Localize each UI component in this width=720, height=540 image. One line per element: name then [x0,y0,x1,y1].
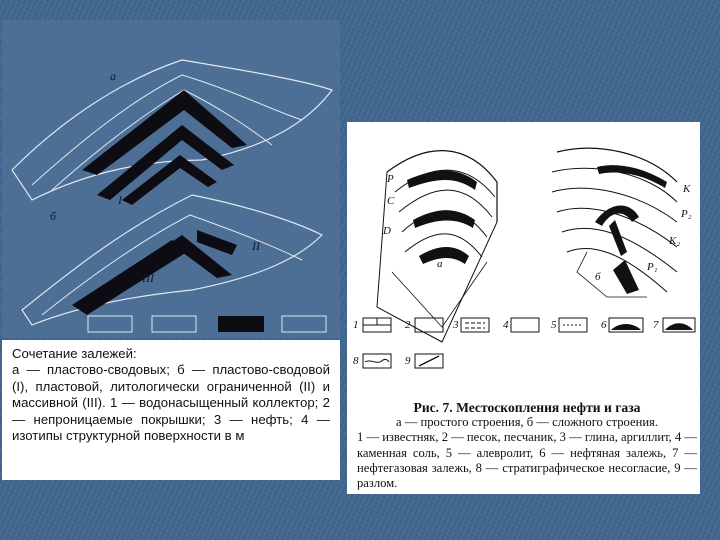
legend-salt [511,318,539,332]
strata-label-p1: P₁ [647,261,658,273]
legend-num: 9 [405,355,411,367]
left-caption-title: Сочетание залежей: [12,346,137,361]
legend-row-1 [353,318,695,332]
fold-complex [552,148,677,297]
left-figure-scan [2,20,340,338]
legend-num: 4 [503,319,509,331]
right-figure-caption-sub: а — простого строения, б — сложного строения. [396,415,658,430]
legend-num: 3 [453,319,459,331]
legend-num: 8 [353,355,359,367]
legend-num: 1 [353,319,359,331]
legend-row-2 [353,354,443,368]
left-figure-svg [2,20,340,338]
label-roman-3: III [142,271,154,285]
label-a: а [110,69,116,83]
right-figure-caption [357,400,697,491]
legend-num: 2 [405,319,411,331]
fig-label-b: б [595,271,601,283]
strata-label-p2: P₂ [681,208,692,220]
label-b: б [50,209,57,223]
strata-label-p: P [387,173,394,185]
legend-box [88,316,132,332]
upper-oil-band [97,125,234,200]
label-roman-1: I [118,193,122,207]
strata-label-k2: K₂ [669,235,681,247]
lower-oil-band [197,230,237,255]
fig-label-a: а [437,258,443,270]
legend-num: 5 [551,319,557,331]
legend-box-oil [218,316,264,332]
legend-num: 7 [653,319,659,331]
legend-num: 6 [601,319,607,331]
strata-label-d: D [383,225,391,237]
strata-label-k: K [683,183,691,195]
right-figure-caption-title: Рис. 7. Местоскопления нефти и газа [413,400,641,415]
fold-simple [377,151,497,342]
strata-label-c: C [387,195,395,207]
upper-fold-outline [12,60,332,200]
right-figure-legend-text: 1 — известняк, 2 — песок, песчаник, 3 — глина, аргиллит, 4 — каменная соль, 5 — алевролит, 6 — нефтяная залежь, 7 — нефтегазовая залежь, 8 — стратиграфическое несогласие, 9 — разлом. [357,430,698,491]
left-caption [2,340,340,480]
legend-box [282,316,326,332]
right-figure-panel [347,122,700,494]
legend-clay [461,318,489,332]
label-roman-2: II [252,239,260,253]
right-figure-svg [347,122,700,402]
legend-box [152,316,196,332]
left-caption-body: а — пластово-сводовых; б — пластово-сводовой (I), пластовой, литологически ограниченной (II) и массивной (III). 1 — водонасыщенный коллектор; 2 — непроницаемые покрышки; 3 — нефть; 4 — изотипы структурной поверхности в м [12,362,330,444]
